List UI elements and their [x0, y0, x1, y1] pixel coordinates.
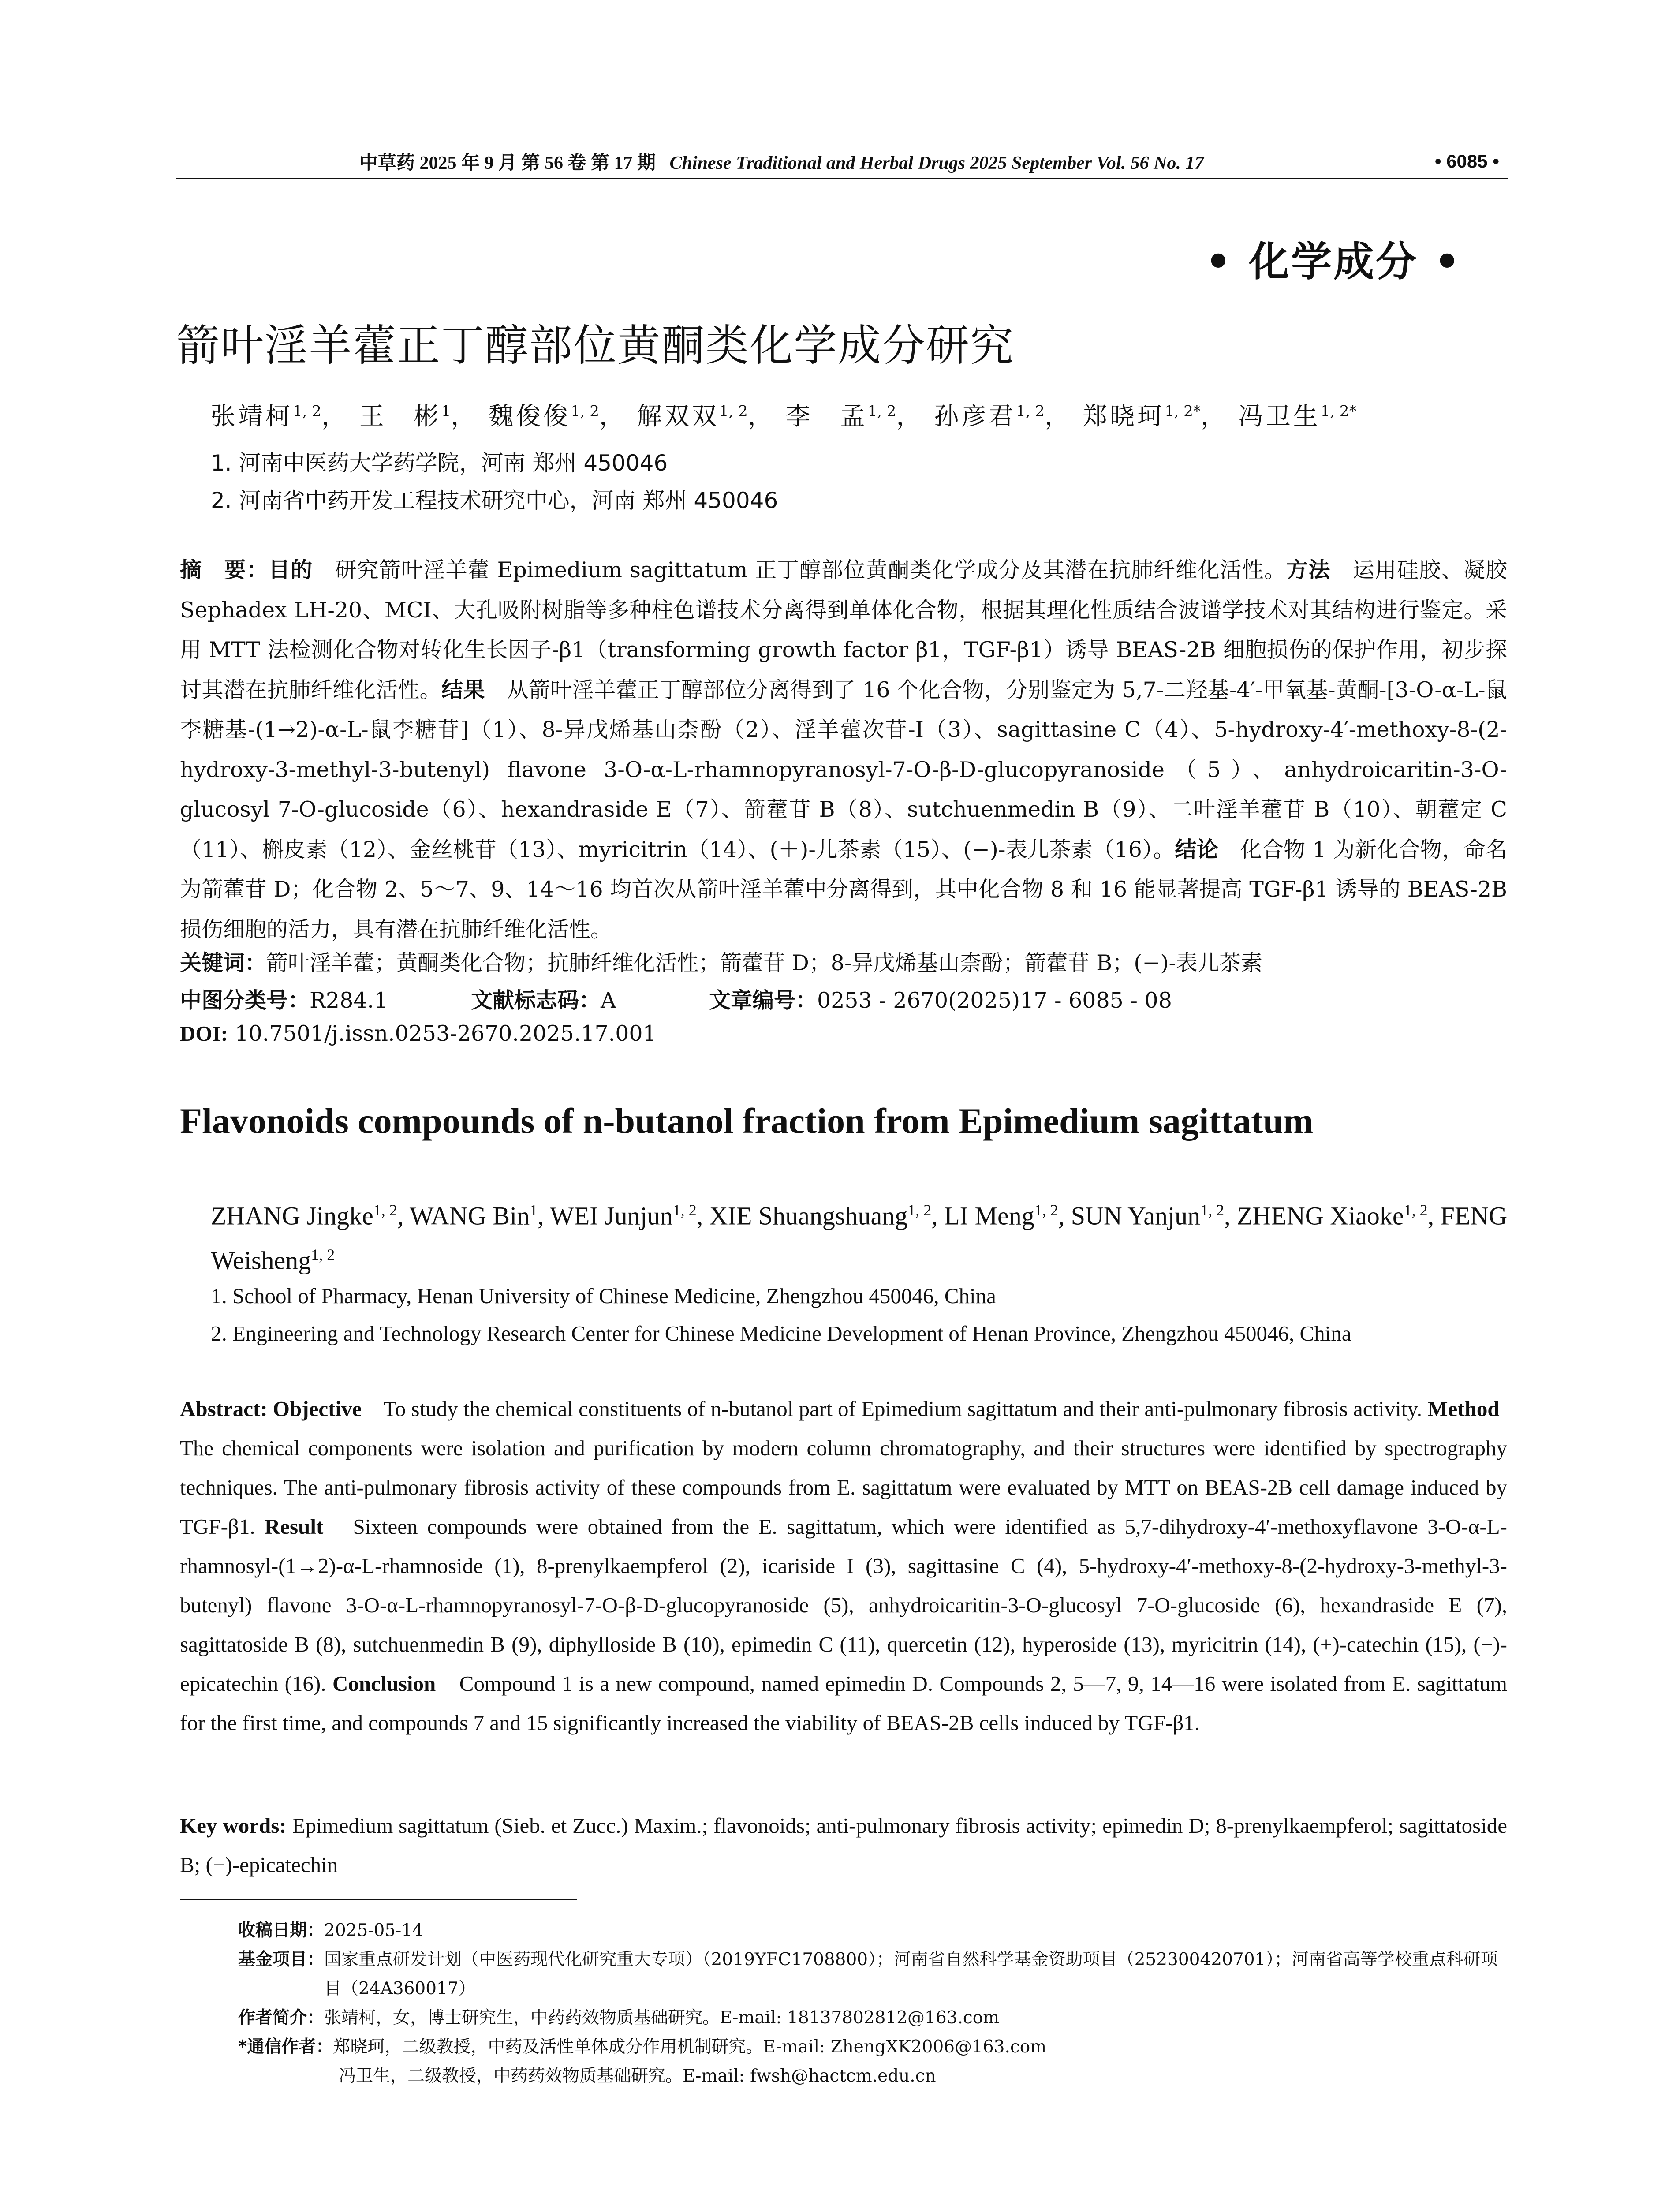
page-number: • 6085 •: [1434, 151, 1499, 172]
author-list-cn: 张靖柯$^{1, 2}$， 王 彬$^1$， 魏俊俊$^{1, 2}$， 解双双$^{1, 2}$， 李 孟$^{1, 2}$， 孙彦君$^{1, 2}$， 郑晓珂$^{1, 2*}$， 冯卫生$^{1, 2*}$: [211, 402, 1357, 431]
footnote-author: [238, 2003, 1508, 2033]
author-name: WANG Bin: [409, 1201, 530, 1230]
author-name: SUN Yanjun: [1071, 1201, 1201, 1230]
conclusion-label: 结论: [1175, 837, 1219, 862]
keywords-text: Epimedium sagittatum (Sieb. et Zucc.) Maxim.; flavonoids; anti-pulmonary fibrosis activity; epimedin D; 8-prenylkaempferol; sagittatoside B; (−)-epicatechin: [180, 1813, 1507, 1877]
footnote-received: [238, 1916, 1508, 1945]
method-text: 运用硅胶、凝胶 Sephadex LH-20、MCI、大孔吸附树脂等多种柱色谱技术分离得到单体化合物，根据其理化性质结合波谱学技术对其结构进行鉴定。采用 MTT 法检测化合物对转化生长因子-β1（transforming growth factor β1，TGF-β1）诱导 BEAS-2B 细胞损伤的保护作用，初步探讨其潜在抗肺纤维化活性。: [180, 557, 1507, 703]
author-bio-label: 作者简介：: [238, 2008, 325, 2028]
article-title-en: Flavonoids compounds of n-butanol fraction from Epimedium sagittatum: [180, 1101, 1314, 1141]
keywords-label: 关键词：: [180, 950, 267, 975]
doi-link[interactable]: 10.7501/j.issn.0253-2670.2025.17.001: [228, 1021, 657, 1046]
doi-label: DOI:: [180, 1021, 228, 1046]
fund-label: 基金项目：: [238, 1950, 325, 1970]
keywords-cn: [180, 946, 1507, 977]
author-name: ZHANG Jingke: [211, 1201, 373, 1230]
author-affiliation: 1, 2: [719, 402, 748, 420]
author-affiliation: 1: [441, 402, 451, 420]
abstract-label: 摘 要：: [180, 557, 269, 583]
author-name: ZHENG Xiaoke: [1237, 1201, 1404, 1230]
conclusion-text: Compound 1 is a new compound, named epimedin D. Compounds 2, 5—7, 9, 14—16 were isolated from E. sagittatum for the first time, and compounds 7 and 15 significantly increased the viability of BEAS-2B cells induced by TGF-β1.: [180, 1671, 1508, 1735]
affiliation-cn-2: 2. 河南省中药开发工程技术研究中心，河南 郑州 450046: [211, 488, 778, 513]
result-text: Sixteen compounds were obtained from the E. sagittatum, which were identified as 5,7-dihydroxy-4′-methoxyflavone 3-O-α-L-rhamnosyl-(1→2)-α-L-rhamnoside (1), 8-prenylkaempferol (2), icariside I (3), sagittasine C (4), 5-hydroxy-4′-methoxy-8-(2-hydroxy-3-methyl-3-butenyl) flavone 3-O-α-L-rhamnopyranosyl-7-O-β-D-glucopyranoside (5), anhydroicaritin-3-O-glucosyl 7-O-glucoside (6), hexandraside E (7), sagittatoside B (8), sutchuenmedin B (9), diphylloside B (10), epimedin C (11), quercetin (12), hyperoside (13), myricitrin (14), (+)-catechin (15), (−)-epicatechin (16).: [180, 1514, 1508, 1696]
conclusion-text: 化合物 1 为新化合物，命名为箭藿苷 D；化合物 2、5～7、9、14～16 均首次从箭叶淫羊藿中分离得到，其中化合物 8 和 16 能显著提高 TGF-β1 诱导的 BEAS-2B 损伤细胞的活力，具有潜在抗肺纤维化活性。: [180, 837, 1507, 942]
author-name: FENG Weisheng: [211, 1201, 1508, 1275]
method-label: Method: [1427, 1397, 1500, 1421]
author-name: WEI Junjun: [550, 1201, 673, 1230]
author-affiliation: 1, 2: [1034, 1201, 1058, 1219]
result-text: 从箭叶淫羊藿正丁醇部位分离得到了 16 个化合物，分别鉴定为 5,7-二羟基-4′-甲氧基-黄酮-[3-O-α-L-鼠李糖基-(1→2)-α-L-鼠李糖苷]（1）、8-异戊烯基山柰酚（2）、淫羊藿次苷-I（3）、sagittasine C（4）、5-hydroxy-4′-methoxy-8-(2-hydroxy-3-methyl-3-butenyl) flavone 3-O-α-L-rhamnopyranosyl-7-O-β-D-glucopyranoside（5）、anhydroicaritin-3-O-glucosyl 7-O-glucoside（6）、hexandraside E（7）、箭藿苷 B（8）、sutchuenmedin B（9）、二叶淫羊藿苷 B（10）、朝藿定 C（11）、槲皮素（12）、金丝桃苷（13）、myricitrin（14）、(＋)-儿茶素（15）、(−)-表儿茶素（16）。: [180, 677, 1507, 862]
running-header: [176, 148, 1508, 175]
correspondence-label: *通信作者：: [238, 2037, 333, 2057]
keywords-en: [180, 1806, 1507, 1884]
author-affiliation: 1, 2: [1200, 1201, 1225, 1219]
abstract-en: [180, 1389, 1521, 1742]
author-affiliation: 1, 2: [571, 402, 600, 420]
author-affiliation: 1, 2: [867, 402, 896, 420]
method-label: 方法: [1286, 557, 1331, 583]
author-bio-text: 张靖柯，女，博士研究生，中药药效物质基础研究。E-mail: 18137802812@163.com: [324, 2008, 1000, 2028]
article-title-cn: 箭叶淫羊藿正丁醇部位黄酮类化学成分研究: [176, 321, 1015, 371]
author-name: 郑晓珂: [1082, 402, 1165, 431]
objective-text: 研究箭叶淫羊藿 Epimedium sagittatum 正丁醇部位黄酮类化学成分及其潜在抗肺纤维化活性。: [313, 557, 1287, 583]
objective-text: To study the chemical constituents of n-butanol part of Epimedium sagittatum and their anti-pulmonary fibrosis activity.: [362, 1397, 1422, 1421]
author-affiliation: 1, 2: [373, 1201, 397, 1219]
keywords-text: 箭叶淫羊藿；黄酮类化合物；抗肺纤维化活性；箭藿苷 D；8-异戊烯基山柰酚；箭藿苷 B；(−)-表儿茶素: [266, 950, 1263, 975]
author-affiliation: 1, 2: [311, 1246, 335, 1264]
author-affiliation: 1, 2: [293, 402, 321, 420]
journal-citation: [359, 148, 1204, 175]
author-name: 张靖柯: [211, 402, 293, 431]
keywords-label: Key words:: [180, 1813, 287, 1838]
author-name: XIE Shuangshuang: [709, 1201, 908, 1230]
journal-name-en: Chinese Traditional and Herbal Drugs 2025 September Vol. 56 No. 17: [669, 153, 1204, 173]
affiliation-en-1: 1. School of Pharmacy, Henan University of Chinese Medicine, Zhengzhou 450046, China: [211, 1284, 996, 1308]
abstract-objective-label: Abstract: Objective: [180, 1397, 362, 1421]
received-label: 收稿日期：: [238, 1921, 325, 1940]
author-affiliation: 1: [530, 1201, 538, 1219]
journal-name-cn: 中草药: [359, 153, 415, 173]
objective-label: 目的: [268, 557, 313, 583]
conclusion-label: Conclusion: [332, 1671, 436, 1696]
header-divider: [176, 178, 1508, 179]
author-affiliation: 1, 2: [1404, 1201, 1428, 1219]
author-name: LI Meng: [944, 1201, 1034, 1230]
author-name: 孙彦君: [934, 402, 1016, 431]
abstract-cn: [180, 550, 1507, 949]
footnote-correspondence: [238, 2033, 1508, 2062]
affiliation-cn-1: 1. 河南中医药大学药学院，河南 郑州 450046: [211, 450, 668, 476]
author-name: 解双双: [637, 402, 719, 431]
journal-issue-cn: 2025 年 9 月 第 56 卷 第 17 期: [415, 153, 656, 173]
footnotes: [238, 1916, 1508, 2091]
fund-text: 国家重点研发计划（中医药现代化研究重大专项）（2019YFC1708800）；河南省自然科学基金资助项目（252300420701）；河南省高等学校重点科研项目（24A360017）: [324, 1950, 1498, 1999]
footnote-fund: [238, 1945, 1508, 2003]
received-date: 2025-05-14: [324, 1921, 423, 1940]
author-name: 魏俊俊: [489, 402, 571, 431]
author-affiliation: 1, 2: [1016, 402, 1045, 420]
method-text: The chemical components were isolation and purification by modern column chromatography, and their structures were identified by spectrography techniques. The anti-pulmonary fibrosis activity of these compounds from E. sagittatum were evaluated by MTT on BEAS-2B cell damage induced by TGF-β1.: [180, 1397, 1521, 1539]
author-affiliation: 1, 2*: [1164, 402, 1201, 420]
doc-code-value: A: [601, 988, 616, 1013]
result-label: Result: [264, 1514, 324, 1539]
author-list-en: ZHANG Jingke$^{1, 2}$, WANG Bin$^1$, WEI Junjun$^{1, 2}$, XIE Shuangshuang$^{1, 2}$, LI Meng$^{1, 2}$, SUN Yanjun$^{1, 2}$, ZHENG Xiaoke$^{1, 2}$, FENG Weisheng$^{1, 2}$: [211, 1201, 1508, 1275]
doc-code-label: 文献标志码：: [471, 988, 601, 1013]
column-label: • 化学成分 •: [1205, 238, 1462, 285]
author-affiliation: 1, 2: [907, 1201, 932, 1219]
footnote-correspondence-2: [238, 2062, 1508, 2091]
clc-value: R284.1: [310, 988, 388, 1013]
clc-label: 中图分类号：: [180, 988, 310, 1013]
author-name: 王 彬: [359, 402, 441, 431]
author-affiliation: 1, 2*: [1320, 402, 1357, 420]
article-no-value: 0253 - 2670(2025)17 - 6085 - 08: [817, 988, 1172, 1013]
author-name: 李 孟: [785, 402, 868, 431]
article-no-label: 文章编号：: [709, 988, 818, 1013]
correspondence-text-1: 郑晓珂，二级教授，中药及活性单体成分作用机制研究。E-mail: ZhengXK2006@163.com: [333, 2037, 1047, 2057]
doi-line: [180, 1021, 1507, 1046]
author-affiliation: 1, 2: [672, 1201, 697, 1219]
correspondence-text-2: 冯卫生，二级教授，中药药效物质基础研究。E-mail: fwsh@hactcm.edu.cn: [339, 2066, 936, 2086]
footnote-divider: [180, 1899, 577, 1900]
author-name: 冯卫生: [1238, 402, 1321, 431]
classification-line: [180, 983, 1507, 1014]
result-label: 结果: [441, 677, 485, 703]
affiliation-en-2: 2. Engineering and Technology Research Center for Chinese Medicine Development of Henan Province, Zhengzhou 450046, China: [211, 1321, 1351, 1345]
